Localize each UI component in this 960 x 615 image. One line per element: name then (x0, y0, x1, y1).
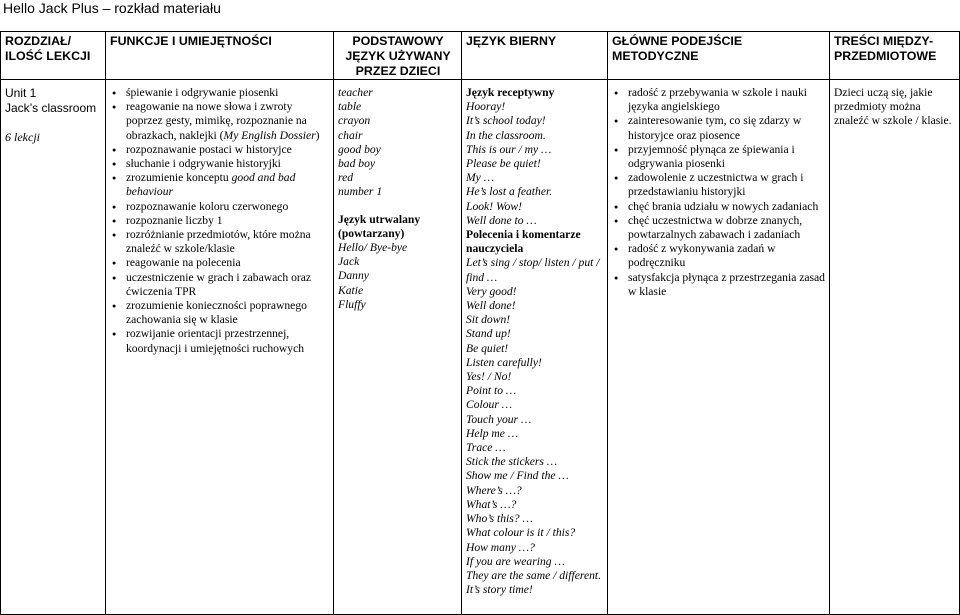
command-phrase: Yes! / No! (466, 370, 512, 384)
command-phrase: Listen carefully! (466, 355, 542, 369)
active-phrase: Katie (338, 283, 364, 297)
receptive-phrase: It’s school today! (466, 114, 546, 128)
command-phrase: Sit down! (466, 313, 511, 327)
active-word: chair (338, 128, 363, 142)
command-phrase: It’s story time! (466, 583, 533, 597)
active-phrase: Jack (338, 255, 360, 269)
header-passive-language: JĘZYK BIERNY (462, 32, 608, 80)
list-item (126, 171, 330, 199)
list-item-text: rozpoznanie liczby 1 (126, 213, 223, 227)
list-item-text: My English Dossier (223, 128, 316, 142)
active-phrases-heading: Język utrwalany (powtarzany) (338, 212, 421, 240)
list-item (126, 86, 330, 100)
command-phrase: Point to … (466, 384, 517, 398)
active-word: crayon (338, 114, 371, 128)
approach-list (612, 86, 826, 299)
command-phrase: How many …? (466, 540, 535, 554)
list-item-text: ) (315, 128, 320, 142)
cross-curricular-cell (830, 80, 960, 615)
header-approach: GŁÓWNE PODEJŚCIE METODYCZNE (608, 32, 830, 80)
unit-lessons: 6 lekcji (5, 130, 40, 144)
active-word: red (338, 171, 354, 185)
active-words-list (338, 86, 458, 200)
header-functions: FUNKCJE I UMIEJĘTNOŚCI (106, 32, 334, 80)
receptive-heading: Język receptywny (466, 86, 555, 99)
command-phrase: Let’s sing / stop/ listen / put / find … (466, 256, 600, 284)
receptive-phrase: This is our / my … (466, 142, 552, 156)
command-phrase: What’s …? (466, 497, 517, 511)
table-row (1, 80, 960, 615)
list-item: ● chęć brania udziału w nowych zadaniach (628, 200, 826, 214)
list-item: ● zadowolenie z uczestnictwa w grach i przedstawianiu historyjki (628, 171, 826, 199)
list-item: ● radość z przebywania w szkole i nauki języka angielskiego (628, 86, 826, 114)
command-phrase: Stand up! (466, 327, 511, 341)
header-active-language: PODSTAWOWY JĘZYK UŻYWANY PRZEZ DZIECI (334, 32, 462, 80)
command-phrase: Who’s this? … (466, 512, 533, 526)
active-phrases-list (338, 241, 458, 312)
approach-cell (608, 80, 830, 615)
command-phrase: Where’s …? (466, 483, 522, 497)
active-phrase: Danny (338, 269, 369, 283)
active-language-cell (334, 80, 462, 615)
list-item (126, 256, 330, 270)
list-item (126, 200, 330, 214)
receptive-phrase: My … (466, 171, 495, 185)
active-phrase: Hello/ Bye-bye (338, 241, 408, 255)
list-item-text: uczestniczenie w grach i zabawach oraz ćwiczenia TPR (126, 270, 312, 298)
commands-list (466, 256, 604, 597)
list-item-text: rozróżnianie przedmiotów, które można znaleźć w szkole/klasie (126, 228, 311, 256)
list-item (126, 143, 330, 157)
receptive-list (466, 100, 604, 228)
active-word: bad boy (338, 157, 376, 171)
receptive-phrase: Well done to … (466, 213, 537, 227)
list-item (126, 299, 330, 327)
receptive-phrase: He’s lost a feather. (466, 185, 553, 199)
cross-curricular-text: Dzieci uczą się, jakie przedmioty można znaleźć w szkole / klasie. (834, 86, 952, 128)
command-phrase: Help me … (466, 426, 519, 440)
command-phrase: If you are wearing … (466, 554, 565, 568)
passive-language-cell (462, 80, 608, 615)
active-word: good boy (338, 142, 381, 156)
unit-cell (1, 80, 106, 615)
unit-name: Unit 1 (5, 86, 37, 100)
functions-list (110, 86, 330, 356)
list-item-text: zrozumienie konceptu (126, 171, 232, 185)
list-item-text: reagowanie na nowe słowa i zwroty poprzez gesty, mimikę, rozpoznanie na obrazkach, naklejki ( (126, 100, 307, 142)
command-phrase: Show me / Find the … (466, 469, 569, 483)
active-word: table (338, 100, 362, 114)
table-header-row (1, 32, 960, 80)
document-title: Hello Jack Plus – rozkład materiału (3, 0, 221, 16)
functions-cell (106, 80, 334, 615)
unit-title: Jack’s classroom (5, 101, 97, 115)
active-word: teacher (338, 86, 373, 99)
header-cross-curricular: TREŚCI MIĘDZY-PRZEDMIOTOWE (830, 32, 960, 80)
list-item-text: słuchanie i odgrywanie historyjki (126, 157, 281, 171)
list-item (126, 327, 330, 355)
list-item-text: reagowanie na polecenia (126, 256, 241, 270)
active-phrase: Fluffy (338, 297, 366, 311)
list-item: ● zainteresowanie tym, co się zdarzy w historyjce oraz piosence (628, 114, 826, 142)
command-phrase: Very good! (466, 284, 517, 298)
list-item: ● radość z wykonywania zadań w podręczniku (628, 242, 826, 270)
command-phrase: Colour … (466, 398, 513, 412)
list-item-text: śpiewanie i odgrywanie piosenki (126, 86, 279, 99)
list-item: ● chęć uczestnictwa w dobrze znanych, powtarzalnych zabawach i zadaniach (628, 214, 826, 242)
command-phrase: They are the same / different. (466, 568, 602, 582)
list-item-text: rozwijanie orientacji przestrzennej, koordynacji i umiejętności ruchowych (126, 327, 305, 355)
command-phrase: Well done! (466, 299, 516, 313)
command-phrase: Trace … (466, 441, 506, 455)
commands-heading: Polecenia i komentarze nauczyciela (466, 228, 581, 256)
receptive-phrase: Look! Wow! (466, 199, 522, 213)
receptive-phrase: Please be quiet! (466, 157, 541, 171)
list-item (126, 228, 330, 256)
list-item-text: good and bad behaviour (126, 171, 296, 199)
active-word: number 1 (338, 185, 383, 199)
list-item-text: zrozumienie konieczności poprawnego zachowania się w klasie (126, 299, 307, 327)
list-item (126, 271, 330, 299)
command-phrase: Touch your … (466, 412, 532, 426)
list-item-text: rozpoznawanie koloru czerwonego (126, 199, 289, 213)
command-phrase: Be quiet! (466, 341, 509, 355)
list-item (126, 214, 330, 228)
lesson-plan-table (0, 31, 960, 615)
list-item: ● przyjemność płynąca ze śpiewania i odgrywania piosenki (628, 143, 826, 171)
list-item (126, 157, 330, 171)
list-item: ● satysfakcja płynąca z przestrzegania zasad w klasie (628, 271, 826, 299)
header-unit: ROZDZIAŁ/ ILOŚĆ LEKCJI (1, 32, 106, 80)
receptive-phrase: In the classroom. (466, 128, 546, 142)
receptive-phrase: Hooray! (466, 100, 506, 114)
command-phrase: What colour is it / this? (466, 526, 576, 540)
list-item-text: rozpoznawanie postaci w historyjce (126, 142, 292, 156)
command-phrase: Stick the stickers … (466, 455, 558, 469)
list-item (126, 100, 330, 143)
